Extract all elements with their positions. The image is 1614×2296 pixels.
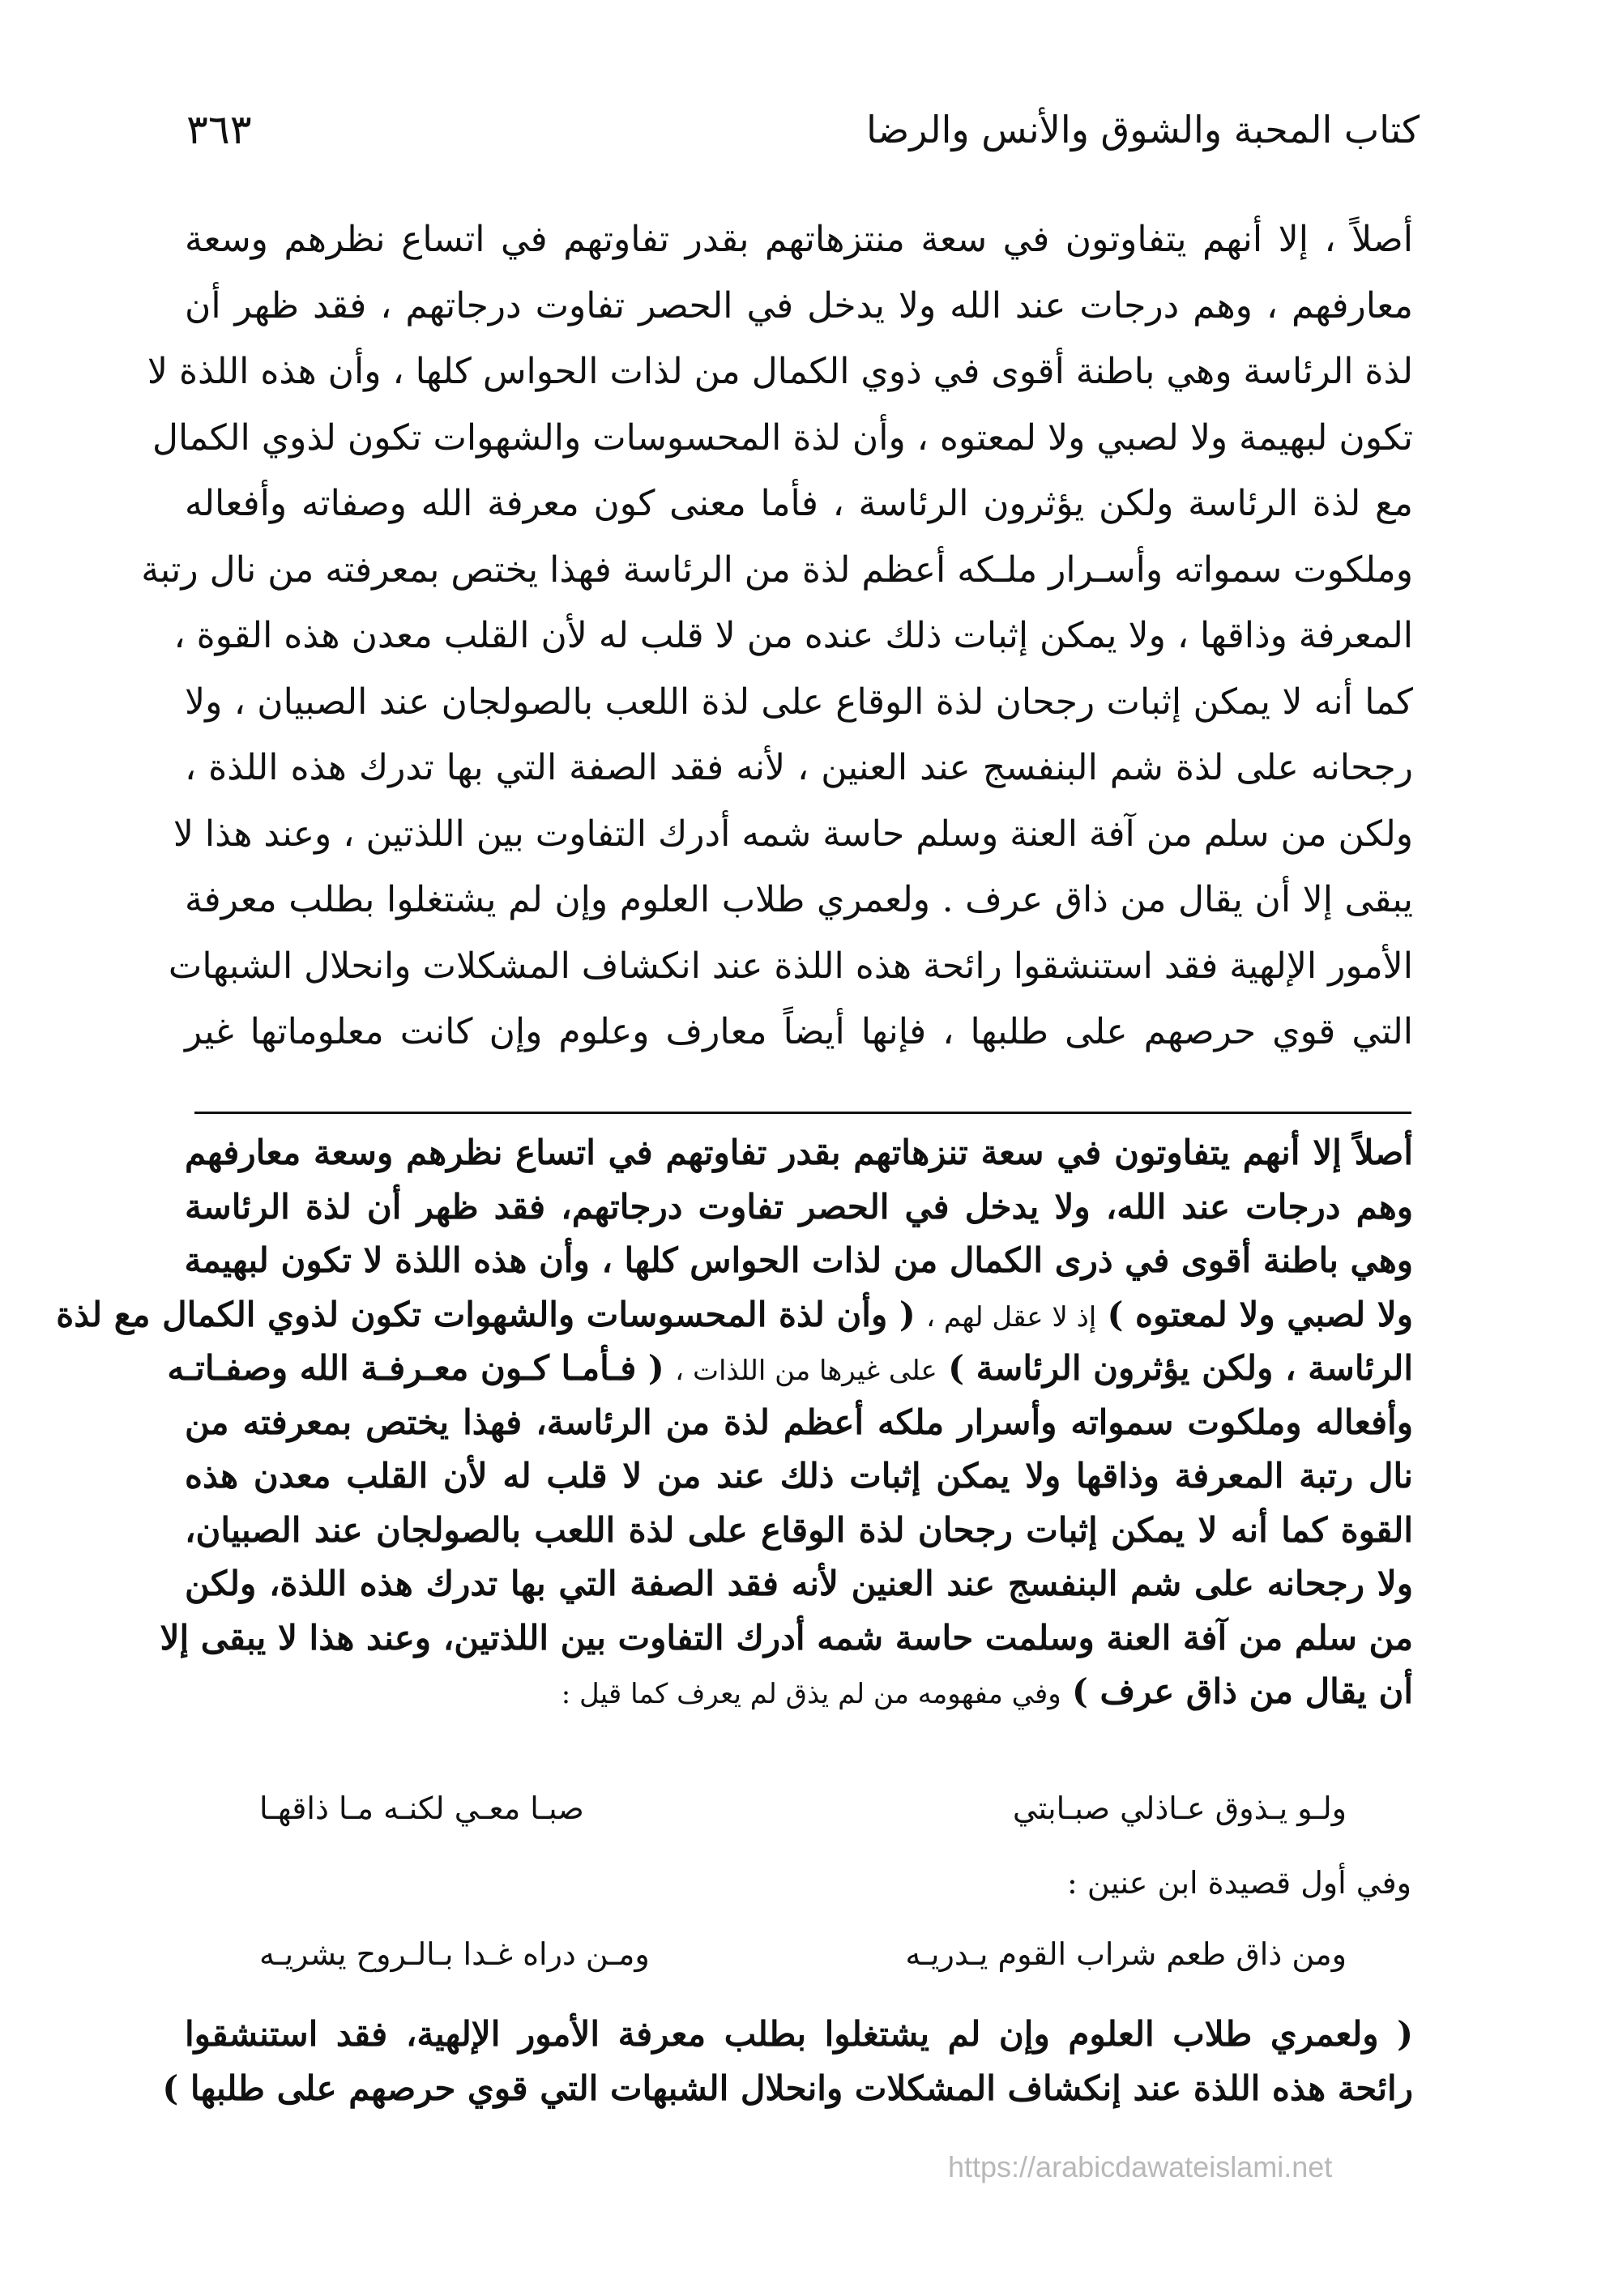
main-text-line: وملكوت سمواته وأسـرار ملـكه أعظم لذة من الرئاسة فهذا يختص بمعرفته من نال رتبة xyxy=(141,548,1413,591)
verse-intro: وفي أول قصيدة ابن عنين : xyxy=(1067,1865,1411,1901)
verse-hemistich-right: ومن ذاق طعم شراب القوم يـدريـه xyxy=(905,1936,1347,1972)
main-text-line: لذة الرئاسة وهي باطنة أقوى في ذوي الكمال من لذات الحواس كلها ، وأن هذه اللذة لا xyxy=(147,351,1413,392)
commentary-line xyxy=(56,1288,1413,1342)
commentary-note: على غيرها من اللذات ، xyxy=(675,1355,937,1387)
main-text-line: مع لذة الرئاسة ولكن يؤثرون الرئاسة ، فأما معنى كون معرفة الله وصفاته وأفعاله xyxy=(185,483,1413,524)
running-header xyxy=(186,97,1420,162)
main-text-line: ولكن من سلم من آفة العنة وسلم حاسة شمه أدرك التفاوت بين اللذتين ، وعند هذا لا xyxy=(173,813,1413,855)
main-text-line: رجحانه على لذة شم البنفسج عند العنين ، لأنه فقد الصفة التي بها تدرك هذه اللذة ، xyxy=(185,747,1413,788)
page-number: ٣٦٣ xyxy=(186,106,252,153)
commentary-note: إذ لا عقل لهم ، xyxy=(926,1300,1097,1334)
commentary-note: وفي مفهومه من لم يذق لم يعرف كما قيل : xyxy=(561,1678,1061,1710)
commentary-line: القوة كما أنه لا يمكن إثبات رجحان لذة الوقاع على لذة اللعب بالصولجان عند الصبيان، xyxy=(185,1509,1413,1550)
main-text-line: الأمور الإلهية فقد استنشقوا رائحة هذه اللذة عند انكشاف المشكلات وانحلال الشبهات xyxy=(168,945,1413,987)
commentary-line xyxy=(185,1665,1413,1719)
section-divider xyxy=(194,1112,1411,1114)
verse-hemistich-left: ومـن دراه غـدا بـالـروح يشريـه xyxy=(259,1936,650,1972)
verse-hemistich-left: صبـا معـي لكنـه مـا ذاقهـا xyxy=(259,1790,584,1826)
main-text-line: يبقى إلا أن يقال من ذاق عرف . ولعمري طلاب العلوم وإن لم يشتغلوا بطلب معرفة xyxy=(185,879,1413,920)
watermark-url: https://arabicdawateislami.net xyxy=(948,2150,1333,2183)
main-text xyxy=(141,207,1413,1065)
closing-quote xyxy=(162,2008,1413,2115)
verse-line xyxy=(259,1936,1347,1972)
commentary-line: من سلم من آفة العنة وسلمت حاسة شمه أدرك التفاوت بين اللذتين، وعند هذا لا يبقى إلا xyxy=(160,1617,1413,1658)
commentary-quote: ( فـأمـا كـون معـرفـة الله وصفـاتـه xyxy=(167,1348,664,1388)
verse-line xyxy=(259,1790,1347,1826)
commentary-line: أصلاً إلا أنهم يتفاوتون في سعة تنزهاتهم بقدر تفاوتهم في اتساع نظرهم وسعة معارفهم xyxy=(185,1133,1413,1172)
main-text-line: أصلاً ، إلا أنهم يتفاوتون في سعة منتزهاتهم بقدر تفاوتهم في اتساع نظرهم وسعة xyxy=(185,219,1413,260)
commentary-quote: أن يقال من ذاق عرف ) xyxy=(1072,1671,1413,1711)
main-text-line: المعرفة وذاقها ، ولا يمكن إثبات ذلك عنده من لا قلب له لأن القلب معدن هذه القوة ، xyxy=(173,615,1413,656)
commentary-quote: ولا لصبي ولا لمعتوه ) xyxy=(1107,1294,1413,1334)
verse-hemistich-right: ولـو يـذوق عـاذلي صبـابتي xyxy=(1012,1790,1347,1826)
commentary-quote: ( وأن لذة المحسوسات والشهوات تكون لذوي الكمال مع لذة xyxy=(56,1294,916,1334)
closing-line: رائحة هذه اللذة عند إنكشاف المشكلات وانحلال الشبهات التي قوي حرصهم على طلبها ) xyxy=(162,2068,1413,2108)
commentary-text xyxy=(56,1126,1413,1719)
main-text-line: كما أنه لا يمكن إثبات رجحان لذة الوقاع على لذة اللعب بالصولجان عند الصبيان ، ولا xyxy=(185,681,1413,723)
closing-line: ( ولعمري طلاب العلوم وإن لم يشتغلوا بطلب معرفة الأمور الإلهية، فقد استنشقوا xyxy=(185,2014,1413,2054)
commentary-line: نال رتبة المعرفة وذاقها ولا يمكن إثبات ذلك عند من لا قلب له لأن القلب معدن هذه xyxy=(185,1456,1413,1496)
commentary-line: وهم درجات عند الله، ولا يدخل في الحصر تفاوت درجاتهم، فقد ظهر أن لذة الرئاسة xyxy=(185,1186,1413,1227)
header-title: كتاب المحبة والشوق والأنس والرضا xyxy=(866,108,1420,152)
main-text-line: معارفهم ، وهم درجات عند الله ولا يدخل في الحصر تفاوت درجاتهم ، فقد ظهر أن xyxy=(185,284,1413,326)
commentary-quote: الرئاسة ، ولكن يؤثرون الرئاسة ) xyxy=(948,1348,1413,1388)
main-text-line: التي قوي حرصهم على طلبها ، فإنها أيضاً معارف وعلوم وإن كانت معلوماتها غير xyxy=(185,1011,1413,1052)
commentary-line: وأفعاله وملكوت سمواته وأسرار ملكه أعظم لذة من الرئاسة، فهذا يختص بمعرفته من xyxy=(185,1402,1413,1442)
commentary-line: ولا رجحانه على شم البنفسج عند العنين لأنه فقد الصفة التي بها تدرك هذه اللذة، ولكن xyxy=(185,1564,1413,1603)
commentary-line: وهي باطنة أقوى في ذرى الكمال من لذات الحواس كلها ، وأن هذه اللذة لا تكون لبهيمة xyxy=(184,1240,1413,1280)
main-text-line: تكون لبهيمة ولا لصبي ولا لمعتوه ، وأن لذة المحسوسات والشهوات تكون لذوي الكمال xyxy=(152,416,1413,459)
commentary-line xyxy=(167,1342,1413,1396)
